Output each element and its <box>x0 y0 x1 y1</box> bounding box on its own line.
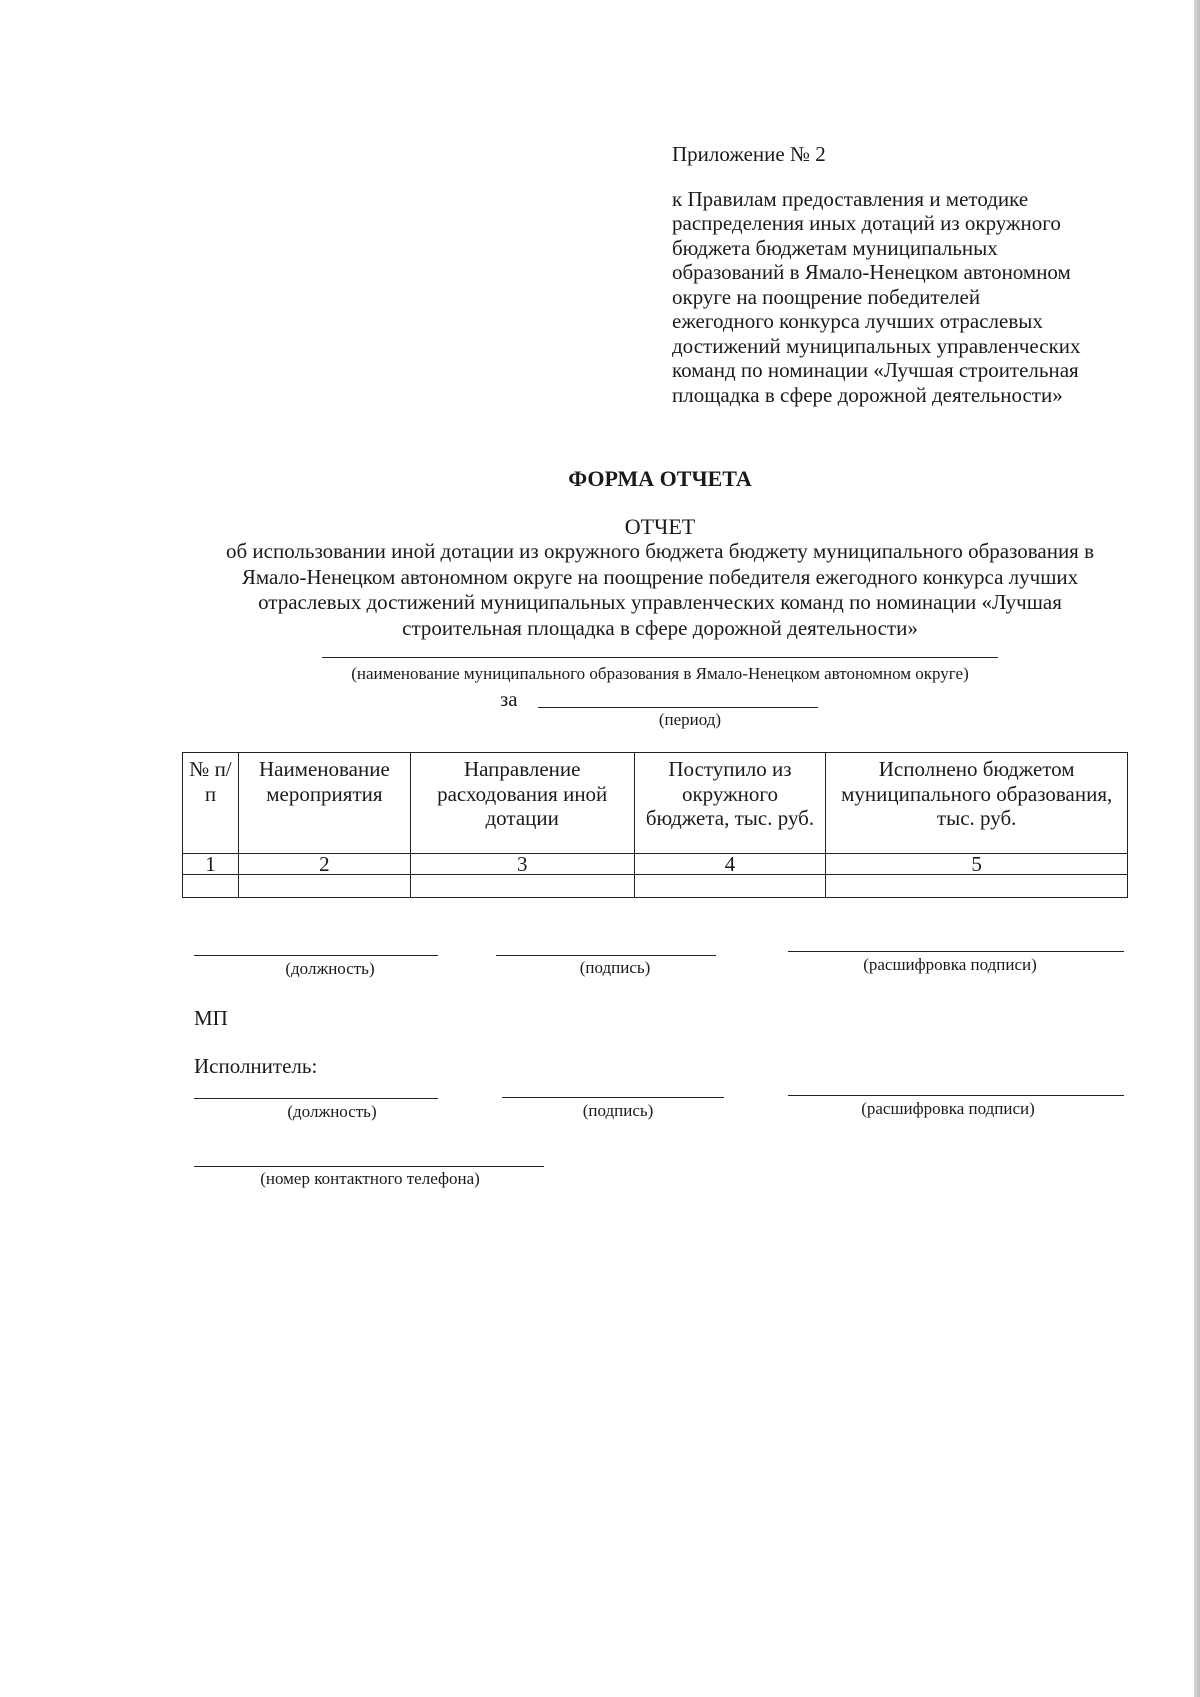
executor-signature-line <box>502 1097 724 1098</box>
period-caption: (период) <box>658 710 722 729</box>
decoding-signature-line <box>788 951 1124 952</box>
signature-caption: (подпись) <box>579 958 651 977</box>
executor-position-line <box>194 1098 438 1099</box>
table-header-cell: Поступило из окружного бюджета, тыс. руб. <box>634 753 826 854</box>
form-title: ФОРМА ОТЧЕТА <box>568 466 752 491</box>
report-title: ОТЧЕТ <box>624 514 696 539</box>
table-empty-cell <box>826 875 1128 898</box>
phone-caption: (номер контактного телефона) <box>260 1169 480 1188</box>
table-header-cell: Направление расходования иной дотации <box>410 753 634 854</box>
municipality-blank-line <box>322 657 998 658</box>
report-table <box>182 752 1128 898</box>
table-header-row <box>183 753 1128 854</box>
table-empty-row <box>183 875 1128 898</box>
executor-decoding-caption: (расшифровка подписи) <box>861 1099 1035 1118</box>
period-blank-line <box>538 707 818 708</box>
signature-line <box>496 955 716 956</box>
report-description: об использовании иной дотации из окружного бюджета бюджету муниципального образования в Ямало-Ненецком автономном округе на поощрение победителя ежегодного конкурса лучших отраслевых достижений муниципальных управленческих команд по номинации «Лучшая строительная площадка в сфере дорожной деятельности» <box>225 539 1095 640</box>
table-column-number-row <box>183 854 1128 875</box>
column-number-cell: 3 <box>410 854 634 875</box>
executor-signature-caption: (подпись) <box>582 1101 654 1120</box>
column-number-cell: 4 <box>634 854 826 875</box>
municipality-caption: (наименование муниципального образования в Ямало-Ненецком автономном округе) <box>351 664 969 683</box>
executor-label: Исполнитель: <box>194 1054 318 1078</box>
table-empty-cell <box>634 875 826 898</box>
executor-position-caption: (должность) <box>287 1102 377 1121</box>
executor-decoding-line <box>788 1095 1124 1096</box>
phone-line <box>194 1166 544 1167</box>
column-number-cell: 2 <box>238 854 410 875</box>
decoding-caption: (расшифровка подписи) <box>863 955 1037 974</box>
annex-block <box>672 142 1132 407</box>
table-header-cell: Наименование мероприятия <box>238 753 410 854</box>
position-caption: (должность) <box>285 959 375 978</box>
column-number-cell: 1 <box>183 854 239 875</box>
table-empty-cell <box>183 875 239 898</box>
table-empty-cell <box>238 875 410 898</box>
column-number-cell: 5 <box>826 854 1128 875</box>
table-header-cell: № п/п <box>183 753 239 854</box>
annex-text: к Правилам предоставления и методике распределения иных дотаций из окружного бюджета бюджетам муниципальных образований в Ямало-Ненецком автономном округе на поощрение победителей ежегодного конкурса лучших отраслевых достижений муниципальных управленческих команд по номинации «Лучшая строительная площадка в сфере дорожной деятельности» <box>672 186 1081 407</box>
page-edge-shadow <box>1194 0 1200 1697</box>
table-header-cell: Исполнено бюджетом муниципального образования, тыс. руб. <box>826 753 1128 854</box>
table-empty-cell <box>410 875 634 898</box>
period-prefix: за <box>500 687 518 711</box>
stamp-place-label: МП <box>194 1006 228 1030</box>
annex-number: Приложение № 2 <box>672 142 826 166</box>
position-signature-line <box>194 955 438 956</box>
